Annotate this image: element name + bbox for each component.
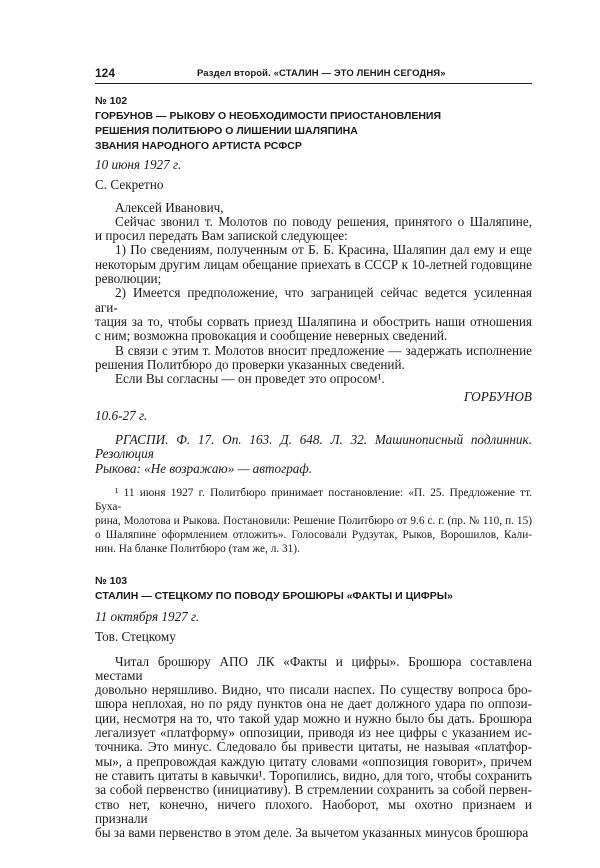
text-line: В связи с этим т. Молотов вносит предложение — задержать исполнение — [115, 342, 532, 358]
running-title: Раздел второй. «СТАЛИН — ЭТО ЛЕНИН СЕГОДНЯ» — [197, 68, 446, 79]
doc-103-number: № 103 — [95, 574, 128, 587]
text-line: тация за то, чтобы сорвать приезд Шаляпина и обострить наши отношения — [95, 313, 532, 329]
text-line: бы за вами первенство в этом деле. За вычетом указанных минусов брошюра — [95, 825, 529, 841]
doc-102-number: № 102 — [95, 95, 128, 107]
text-line: некоторым другим лицам обещание приехать в СССР к 10-летней годовщине — [95, 256, 532, 272]
header-rule — [95, 83, 532, 84]
doc-102-sign-date: 10.6-27 г. — [95, 407, 148, 423]
doc-102-source — [95, 433, 532, 476]
title-line: РЕШЕНИЯ ПОЛИТБЮРО О ЛИШЕНИИ ШАЛЯПИНА — [95, 125, 358, 137]
doc-102-date: 10 июня 1927 г. — [95, 157, 182, 172]
book-page — [95, 0, 532, 860]
doc-103-addressee: Тов. Стецкому — [95, 629, 176, 645]
text-line: 2) Имеется предположение, что заграницей сейчас ведется усиленная аги- — [95, 285, 532, 315]
text-line: довольно неряшливо. Видно, что писали наспех. По существу вопроса бро- — [95, 682, 532, 698]
text-line: 1) По сведениям, полученным от Б. Б. Красина, Шаляпин дал ему и еще — [115, 242, 532, 258]
text-line: за собой первенство (инициативу). В стремлении сохранить за собой первен- — [95, 782, 532, 798]
text-line: легализует «платформу» оппозиции, приводя из нее цифры с указанием ис- — [95, 725, 532, 741]
text-line: ¹ 11 июня 1927 г. Политбюро принимает постановление: «П. 25. Предложение тт. Буха- — [95, 486, 532, 513]
text-line: шюра неплохая, но по ряду пунктов она не дает должного удара по оппози- — [95, 696, 532, 712]
text-line: решения Политбюро до проверки указанных сведений. — [95, 356, 405, 372]
title-line: ГОРБУНОВ — РЫКОВУ О НЕОБХОДИМОСТИ ПРИОСТАНОВЛЕНИЯ — [95, 110, 442, 122]
text-line: мы», а препровождая каждую цитату словами «оппозиция говорит», причем — [95, 753, 532, 769]
text-line: Читал брошюру АПО ЛК «Факты и цифры». Брошюра составлена местами — [95, 653, 532, 683]
text-line: с ним; возможна провокация и сообщение неверных сведений. — [95, 328, 448, 344]
page-number: 124 — [95, 66, 116, 80]
text-line: о Шаляпине оформлением отложить». Голосовали Рудзутак, Рыков, Ворошилов, Кали- — [95, 528, 532, 541]
doc-102-classification: С. Секретно — [95, 177, 164, 193]
text-line: ство нет, конечно, ничего плохого. Наоборот, мы охотно признаем и признали — [95, 796, 532, 826]
text-line: Если Вы согласны — он проведет это опросом¹. — [115, 371, 385, 387]
doc-103-body — [95, 655, 532, 841]
text-line: ции, несмотря на то, что такой удар можно и нужно было бы дать. Брошюра — [95, 710, 532, 726]
title-line: ЗВАНИЯ НАРОДНОГО АРТИСТА РСФСР — [95, 140, 302, 152]
doc-102-signature: ГОРБУНОВ — [463, 389, 532, 405]
text-line: и просил передать Вам запиской следующее: — [95, 228, 348, 244]
text-line: Сейчас звонил т. Молотов по поводу решения, принятого о Шаляпине, — [115, 213, 532, 229]
doc-102-footnote — [95, 486, 532, 556]
text-line: нин. На бланке Политбюро (там же, л. 31). — [95, 542, 300, 555]
doc-103-title: СТАЛИН — СТЕЦКОМУ ПО ПОВОДУ БРОШЮРЫ «ФАКТЫ И ЦИФРЫ» — [95, 589, 453, 602]
doc-103-date: 11 октября 1927 г. — [95, 608, 200, 624]
doc-102-title — [95, 109, 532, 154]
text-line: РГАСПИ. Ф. 17. Оп. 163. Д. 648. Л. 32. Машинописный подлинник. Резолюция — [95, 432, 532, 462]
text-line: Рыкова: «Не возражаю» — автограф. — [95, 460, 313, 476]
running-header — [95, 66, 532, 82]
text-line: революции; — [95, 271, 162, 287]
text-line: не ставить цитаты в кавычки¹. Торопились, видно, для того, чтобы сохранить — [95, 767, 532, 783]
doc-102-body — [95, 201, 532, 387]
text-line: точника. Это минус. Следовало бы привести цитаты, не называя «платфор- — [95, 739, 532, 755]
text-line: рина, Молотова и Рыкова. Постановили: Решение Политбюро от 9.6 с. г. (пр. № 110, п. 15) — [95, 514, 532, 527]
text-line: Алексей Иванович, — [115, 199, 224, 215]
